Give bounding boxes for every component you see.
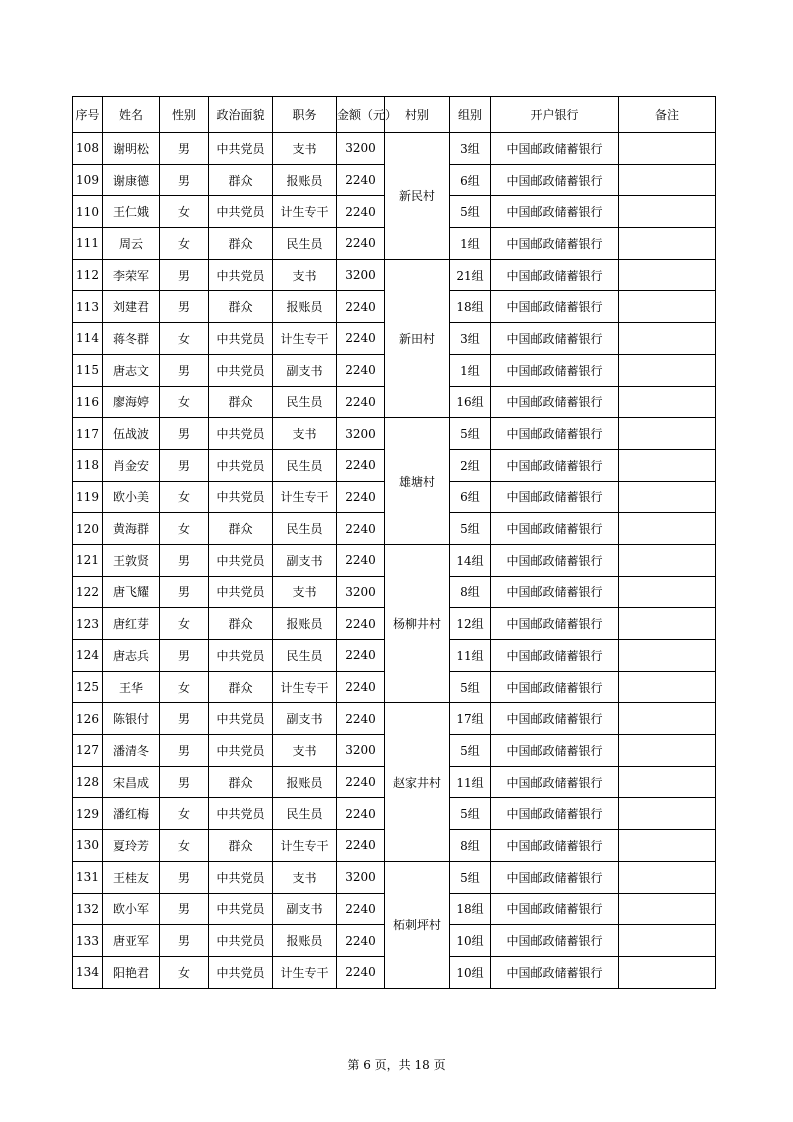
cell-politics: 中共党员	[209, 893, 273, 925]
cell-remark	[619, 893, 716, 925]
table-row	[73, 544, 716, 576]
cell-index: 109	[73, 164, 103, 196]
cell-remark	[619, 418, 716, 450]
cell-position: 支书	[273, 735, 337, 767]
cell-index: 120	[73, 513, 103, 545]
roster-body	[73, 133, 716, 989]
cell-position: 支书	[273, 861, 337, 893]
cell-politics: 中共党员	[209, 925, 273, 957]
cell-name: 唐志兵	[103, 640, 160, 672]
cell-name: 谢康德	[103, 164, 160, 196]
cell-remark	[619, 228, 716, 260]
cell-politics: 中共党员	[209, 735, 273, 767]
cell-name: 唐红芽	[103, 608, 160, 640]
cell-remark	[619, 735, 716, 767]
cell-bank: 中国邮政储蓄银行	[491, 291, 619, 323]
header-amount: 金额（元）	[337, 97, 385, 133]
cell-position: 民生员	[273, 449, 337, 481]
cell-politics: 中共党员	[209, 418, 273, 450]
cell-gender: 女	[160, 513, 209, 545]
cell-bank: 中国邮政储蓄银行	[491, 671, 619, 703]
cell-index: 126	[73, 703, 103, 735]
cell-village: 柘刺坪村	[385, 861, 450, 988]
cell-group: 5组	[450, 196, 491, 228]
cell-index: 112	[73, 259, 103, 291]
cell-position: 支书	[273, 133, 337, 165]
cell-remark	[619, 449, 716, 481]
cell-bank: 中国邮政储蓄银行	[491, 513, 619, 545]
cell-position: 报账员	[273, 291, 337, 323]
cell-bank: 中国邮政储蓄银行	[491, 830, 619, 862]
cell-bank: 中国邮政储蓄银行	[491, 703, 619, 735]
cell-politics: 中共党员	[209, 703, 273, 735]
cell-politics: 中共党员	[209, 576, 273, 608]
cell-index: 132	[73, 893, 103, 925]
cell-bank: 中国邮政储蓄银行	[491, 323, 619, 355]
cell-bank: 中国邮政储蓄银行	[491, 956, 619, 988]
cell-gender: 女	[160, 323, 209, 355]
cell-index: 110	[73, 196, 103, 228]
cell-politics: 中共党员	[209, 956, 273, 988]
cell-politics: 中共党员	[209, 798, 273, 830]
cell-remark	[619, 671, 716, 703]
cell-politics: 群众	[209, 513, 273, 545]
cell-index: 130	[73, 830, 103, 862]
cell-politics: 群众	[209, 608, 273, 640]
cell-group: 21组	[450, 259, 491, 291]
cell-bank: 中国邮政储蓄银行	[491, 576, 619, 608]
cell-group: 14组	[450, 544, 491, 576]
cell-gender: 男	[160, 735, 209, 767]
cell-politics: 中共党员	[209, 481, 273, 513]
cell-amount: 2240	[337, 925, 385, 957]
cell-name: 伍战波	[103, 418, 160, 450]
cell-name: 刘建君	[103, 291, 160, 323]
cell-position: 支书	[273, 576, 337, 608]
cell-position: 民生员	[273, 798, 337, 830]
cell-amount: 2240	[337, 291, 385, 323]
cell-village: 雄塘村	[385, 418, 450, 545]
table-row	[73, 703, 716, 735]
cell-position: 副支书	[273, 703, 337, 735]
cell-index: 117	[73, 418, 103, 450]
cell-amount: 2240	[337, 830, 385, 862]
cell-position: 计生专干	[273, 956, 337, 988]
cell-bank: 中国邮政储蓄银行	[491, 386, 619, 418]
cell-bank: 中国邮政储蓄银行	[491, 544, 619, 576]
cell-position: 报账员	[273, 766, 337, 798]
cell-amount: 2240	[337, 228, 385, 260]
cell-index: 124	[73, 640, 103, 672]
cell-index: 125	[73, 671, 103, 703]
cell-group: 18组	[450, 893, 491, 925]
cell-gender: 男	[160, 354, 209, 386]
cell-position: 计生专干	[273, 196, 337, 228]
cell-remark	[619, 386, 716, 418]
cell-position: 支书	[273, 418, 337, 450]
cell-bank: 中国邮政储蓄银行	[491, 418, 619, 450]
cell-gender: 男	[160, 164, 209, 196]
cell-gender: 女	[160, 956, 209, 988]
cell-index: 114	[73, 323, 103, 355]
cell-gender: 男	[160, 925, 209, 957]
cell-group: 5组	[450, 798, 491, 830]
cell-gender: 男	[160, 291, 209, 323]
cell-politics: 群众	[209, 766, 273, 798]
cell-index: 129	[73, 798, 103, 830]
cell-index: 118	[73, 449, 103, 481]
header-gender: 性别	[160, 97, 209, 133]
cell-gender: 男	[160, 766, 209, 798]
cell-position: 报账员	[273, 925, 337, 957]
cell-remark	[619, 513, 716, 545]
header-politics: 政治面貌	[209, 97, 273, 133]
cell-bank: 中国邮政储蓄银行	[491, 228, 619, 260]
cell-name: 王桂友	[103, 861, 160, 893]
cell-amount: 2240	[337, 671, 385, 703]
cell-group: 18组	[450, 291, 491, 323]
cell-index: 108	[73, 133, 103, 165]
cell-index: 119	[73, 481, 103, 513]
cell-politics: 中共党员	[209, 640, 273, 672]
cell-amount: 2240	[337, 956, 385, 988]
cell-index: 134	[73, 956, 103, 988]
cell-position: 计生专干	[273, 481, 337, 513]
cell-group: 5组	[450, 513, 491, 545]
cell-name: 廖海婷	[103, 386, 160, 418]
cell-position: 副支书	[273, 544, 337, 576]
cell-group: 17组	[450, 703, 491, 735]
cell-position: 报账员	[273, 164, 337, 196]
cell-remark	[619, 608, 716, 640]
cell-amount: 2240	[337, 354, 385, 386]
cell-gender: 男	[160, 133, 209, 165]
cell-remark	[619, 576, 716, 608]
cell-name: 周云	[103, 228, 160, 260]
cell-gender: 男	[160, 640, 209, 672]
cell-index: 131	[73, 861, 103, 893]
cell-politics: 中共党员	[209, 196, 273, 228]
cell-remark	[619, 354, 716, 386]
table-row	[73, 418, 716, 450]
cell-bank: 中国邮政储蓄银行	[491, 133, 619, 165]
cell-politics: 中共党员	[209, 133, 273, 165]
cell-village: 赵家井村	[385, 703, 450, 861]
cell-position: 副支书	[273, 354, 337, 386]
cell-amount: 3200	[337, 418, 385, 450]
cell-name: 夏玲芳	[103, 830, 160, 862]
cell-remark	[619, 291, 716, 323]
cell-group: 6组	[450, 164, 491, 196]
cell-remark	[619, 259, 716, 291]
cell-gender: 女	[160, 196, 209, 228]
cell-bank: 中国邮政储蓄银行	[491, 893, 619, 925]
cell-group: 5组	[450, 861, 491, 893]
cell-politics: 中共党员	[209, 354, 273, 386]
cell-name: 欧小军	[103, 893, 160, 925]
cell-politics: 中共党员	[209, 861, 273, 893]
header-bank: 开户银行	[491, 97, 619, 133]
cell-politics: 群众	[209, 386, 273, 418]
cell-index: 127	[73, 735, 103, 767]
cell-name: 陈银付	[103, 703, 160, 735]
cell-bank: 中国邮政储蓄银行	[491, 196, 619, 228]
cell-index: 128	[73, 766, 103, 798]
cell-gender: 女	[160, 608, 209, 640]
cell-amount: 2240	[337, 386, 385, 418]
cell-amount: 3200	[337, 259, 385, 291]
cell-index: 111	[73, 228, 103, 260]
cell-group: 6组	[450, 481, 491, 513]
cell-name: 欧小美	[103, 481, 160, 513]
cell-bank: 中国邮政储蓄银行	[491, 354, 619, 386]
cell-remark	[619, 544, 716, 576]
cell-gender: 男	[160, 576, 209, 608]
header-name: 姓名	[103, 97, 160, 133]
cell-remark	[619, 956, 716, 988]
cell-politics: 中共党员	[209, 323, 273, 355]
cell-name: 唐飞耀	[103, 576, 160, 608]
cell-politics: 群众	[209, 830, 273, 862]
cell-amount: 2240	[337, 449, 385, 481]
cell-group: 3组	[450, 133, 491, 165]
cell-position: 计生专干	[273, 671, 337, 703]
cell-name: 宋昌成	[103, 766, 160, 798]
table-row	[73, 259, 716, 291]
cell-name: 唐亚军	[103, 925, 160, 957]
cell-position: 报账员	[273, 608, 337, 640]
cell-group: 1组	[450, 228, 491, 260]
cell-amount: 2240	[337, 893, 385, 925]
cell-amount: 2240	[337, 164, 385, 196]
cell-amount: 2240	[337, 513, 385, 545]
cell-group: 11组	[450, 766, 491, 798]
header-group: 组别	[450, 97, 491, 133]
cell-name: 肖金安	[103, 449, 160, 481]
cell-amount: 3200	[337, 576, 385, 608]
cell-remark	[619, 766, 716, 798]
cell-group: 16组	[450, 386, 491, 418]
cell-gender: 女	[160, 481, 209, 513]
cell-remark	[619, 481, 716, 513]
cell-bank: 中国邮政储蓄银行	[491, 449, 619, 481]
header-remark: 备注	[619, 97, 716, 133]
cell-remark	[619, 164, 716, 196]
cell-village: 新民村	[385, 133, 450, 260]
cell-bank: 中国邮政储蓄银行	[491, 481, 619, 513]
cell-bank: 中国邮政储蓄银行	[491, 735, 619, 767]
cell-bank: 中国邮政储蓄银行	[491, 925, 619, 957]
cell-bank: 中国邮政储蓄银行	[491, 259, 619, 291]
cell-politics: 中共党员	[209, 449, 273, 481]
header-position: 职务	[273, 97, 337, 133]
cell-amount: 2240	[337, 481, 385, 513]
cell-politics: 中共党员	[209, 259, 273, 291]
cell-name: 阳艳君	[103, 956, 160, 988]
cell-position: 支书	[273, 259, 337, 291]
cell-gender: 男	[160, 449, 209, 481]
cell-name: 谢明松	[103, 133, 160, 165]
cell-amount: 2240	[337, 766, 385, 798]
cell-politics: 群众	[209, 291, 273, 323]
cell-politics: 中共党员	[209, 544, 273, 576]
cell-remark	[619, 830, 716, 862]
page-footer: 第 6 页，共 18 页	[347, 1058, 446, 1072]
cell-remark	[619, 703, 716, 735]
cell-group: 8组	[450, 576, 491, 608]
cell-name: 王华	[103, 671, 160, 703]
cell-index: 122	[73, 576, 103, 608]
cell-gender: 男	[160, 861, 209, 893]
cell-name: 唐志文	[103, 354, 160, 386]
cell-name: 潘清冬	[103, 735, 160, 767]
cell-index: 123	[73, 608, 103, 640]
header-village: 村别	[385, 97, 450, 133]
cell-name: 潘红梅	[103, 798, 160, 830]
cell-amount: 3200	[337, 735, 385, 767]
cell-remark	[619, 323, 716, 355]
cell-gender: 女	[160, 228, 209, 260]
cell-amount: 3200	[337, 861, 385, 893]
cell-remark	[619, 861, 716, 893]
cell-politics: 群众	[209, 228, 273, 260]
cell-gender: 男	[160, 544, 209, 576]
cell-index: 113	[73, 291, 103, 323]
cell-name: 黄海群	[103, 513, 160, 545]
cell-politics: 群众	[209, 671, 273, 703]
cell-amount: 2240	[337, 798, 385, 830]
cell-group: 2组	[450, 449, 491, 481]
cell-position: 民生员	[273, 386, 337, 418]
cell-index: 116	[73, 386, 103, 418]
cell-group: 12组	[450, 608, 491, 640]
cell-amount: 2240	[337, 196, 385, 228]
cell-gender: 男	[160, 259, 209, 291]
cell-group: 1组	[450, 354, 491, 386]
cell-name: 蒋冬群	[103, 323, 160, 355]
cell-group: 5组	[450, 671, 491, 703]
cell-group: 3组	[450, 323, 491, 355]
cell-gender: 女	[160, 386, 209, 418]
cell-amount: 3200	[337, 133, 385, 165]
cell-bank: 中国邮政储蓄银行	[491, 798, 619, 830]
cell-position: 计生专干	[273, 323, 337, 355]
cell-name: 李荣军	[103, 259, 160, 291]
cell-bank: 中国邮政储蓄银行	[491, 640, 619, 672]
cell-position: 计生专干	[273, 830, 337, 862]
cell-gender: 女	[160, 798, 209, 830]
cell-position: 民生员	[273, 513, 337, 545]
header-index: 序号	[73, 97, 103, 133]
cell-group: 10组	[450, 956, 491, 988]
cell-amount: 2240	[337, 323, 385, 355]
cell-politics: 群众	[209, 164, 273, 196]
cell-remark	[619, 798, 716, 830]
cell-position: 民生员	[273, 640, 337, 672]
cell-amount: 2240	[337, 544, 385, 576]
cell-group: 8组	[450, 830, 491, 862]
cell-name: 王敦贤	[103, 544, 160, 576]
header-row	[73, 97, 716, 133]
table-row	[73, 133, 716, 165]
cell-index: 115	[73, 354, 103, 386]
cell-bank: 中国邮政储蓄银行	[491, 766, 619, 798]
cell-village: 新田村	[385, 259, 450, 417]
cell-amount: 2240	[337, 608, 385, 640]
cell-village: 杨柳井村	[385, 544, 450, 702]
cell-group: 10组	[450, 925, 491, 957]
table-row	[73, 861, 716, 893]
cell-bank: 中国邮政储蓄银行	[491, 608, 619, 640]
cell-bank: 中国邮政储蓄银行	[491, 164, 619, 196]
cell-group: 5组	[450, 735, 491, 767]
roster-table	[72, 96, 716, 989]
cell-gender: 女	[160, 671, 209, 703]
cell-amount: 2240	[337, 703, 385, 735]
cell-position: 民生员	[273, 228, 337, 260]
cell-position: 副支书	[273, 893, 337, 925]
cell-index: 121	[73, 544, 103, 576]
cell-remark	[619, 640, 716, 672]
cell-group: 5组	[450, 418, 491, 450]
cell-amount: 2240	[337, 640, 385, 672]
cell-gender: 男	[160, 418, 209, 450]
cell-gender: 男	[160, 703, 209, 735]
cell-remark	[619, 133, 716, 165]
cell-index: 133	[73, 925, 103, 957]
cell-name: 王仁娥	[103, 196, 160, 228]
cell-gender: 男	[160, 893, 209, 925]
cell-gender: 女	[160, 830, 209, 862]
cell-bank: 中国邮政储蓄银行	[491, 861, 619, 893]
cell-remark	[619, 196, 716, 228]
cell-remark	[619, 925, 716, 957]
cell-group: 11组	[450, 640, 491, 672]
